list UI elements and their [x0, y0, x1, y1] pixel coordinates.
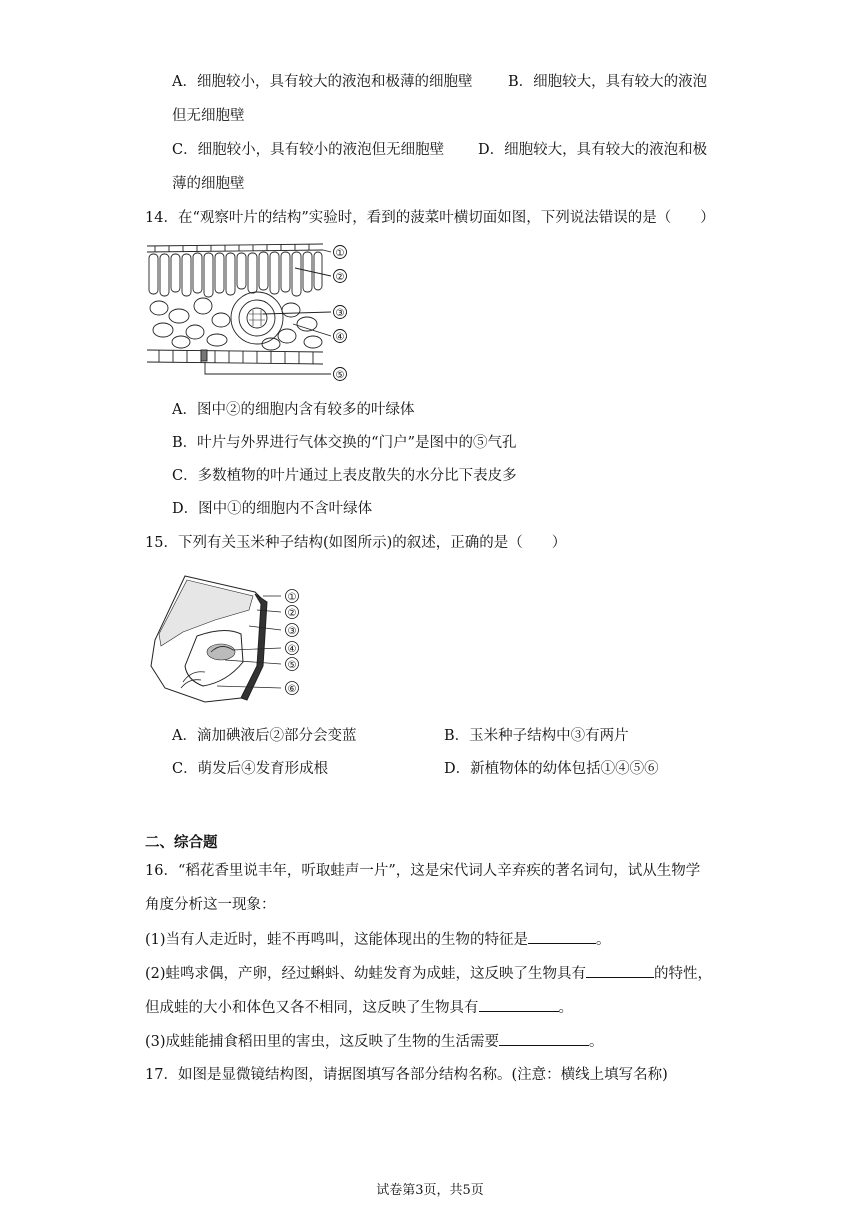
q16-part2-cont-text: 但成蛙的大小和体色又各不相同，这反映了生物具有: [145, 1000, 479, 1016]
leaf-label-5: ⑤: [335, 370, 345, 381]
q13-option-b: B．细胞较大，具有较大的液泡: [508, 74, 708, 90]
q15-stem: 15．下列有关玉米种子结构(如图所示)的叙述，正确的是（ ）: [145, 535, 567, 551]
q14-option-d: D．图中①的细胞内不含叶绿体: [172, 501, 373, 517]
q15-option-c: C．萌发后④发育形成根: [172, 761, 329, 777]
q13-option-c: C．细胞较小，具有较小的液泡但无细胞壁: [172, 142, 445, 158]
q14-stem: 14．在“观察叶片的结构”实验时，看到的菠菜叶横切面如图，下列说法错误的是（ ）: [145, 210, 715, 226]
q16-part2: (2)蛙鸣求偶，产卵，经过蝌蚪、幼蛙发育为成蛙，这反映了生物具有 的特性，: [145, 963, 712, 984]
leaf-label-2: ②: [335, 272, 345, 283]
section-title: 二、综合题: [145, 834, 218, 851]
q16-stem-line2: 角度分析这一现象：: [145, 897, 276, 913]
q13-option-d: D．细胞较大，具有较大的液泡和极: [478, 142, 708, 158]
leaf-label-4: ④: [335, 332, 345, 343]
seed-label-1: ①: [287, 592, 297, 603]
q13-option-d-cont: 薄的细胞壁: [172, 176, 245, 192]
seed-label-2: ②: [287, 608, 297, 619]
q16-part3-text: (3)成蛙能捕食稻田里的害虫，这反映了生物的生活需要: [145, 1034, 500, 1050]
q16-part2-text: (2)蛙鸣求偶，产卵，经过蝌蚪、幼蛙发育为成蛙，这反映了生物具有: [145, 966, 587, 982]
q16-part3: (3)成蛙能捕食稻田里的害虫，这反映了生物的生活需要 。: [145, 1031, 604, 1052]
leaf-label-3: ③: [335, 308, 345, 319]
q16-part1: (1)当有人走近时，蛙不再鸣叫，这能体现出的生物的特征是 。: [145, 929, 611, 950]
q16-part1-text: (1)当有人走近时，蛙不再鸣叫，这能体现出的生物的特征是: [145, 932, 529, 948]
answer-blank-1[interactable]: [528, 929, 596, 944]
answer-blank-2[interactable]: [586, 963, 654, 978]
q14-option-b: B．叶片与外界进行气体交换的“门户”是图中的⑤气孔: [172, 435, 517, 451]
q16-part2-cont: 但成蛙的大小和体色又各不相同，这反映了生物具有 。: [145, 997, 573, 1018]
corn-seed-figure: [145, 570, 310, 710]
q17-stem: 17．如图是显微镜结构图，请据图填写各部分结构名称。(注意：横线上填写名称): [145, 1067, 668, 1083]
leaf-cross-section-figure: [145, 240, 355, 385]
q13-option-b-cont: 但无细胞壁: [172, 108, 245, 124]
q14-option-a: A．图中②的细胞内含有较多的叶绿体: [172, 402, 415, 418]
answer-blank-4[interactable]: [499, 1031, 589, 1046]
seed-label-6: ⑥: [287, 684, 297, 695]
page-footer: 试卷第3页，共5页: [376, 1183, 484, 1198]
q13-option-a: A．细胞较小，具有较大的液泡和极薄的细胞壁: [172, 74, 473, 90]
q16-stem-line1: 16．“稻花香里说丰年，听取蛙声一片”，这是宋代词人辛弃疾的著名词句，试从生物学: [145, 863, 701, 879]
answer-blank-3[interactable]: [479, 997, 559, 1012]
q15-option-a: A．滴加碘液后②部分会变蓝: [172, 728, 357, 744]
seed-label-4: ④: [287, 644, 297, 655]
q14-option-c: C．多数植物的叶片通过上表皮散失的水分比下表皮多: [172, 468, 517, 484]
leaf-label-1: ①: [335, 248, 345, 259]
seed-label-5: ⑤: [287, 660, 297, 671]
q15-option-d: D．新植物体的幼体包括①④⑤⑥: [444, 761, 659, 777]
seed-label-3: ③: [287, 626, 297, 637]
q15-option-b: B．玉米种子结构中③有两片: [444, 728, 629, 744]
